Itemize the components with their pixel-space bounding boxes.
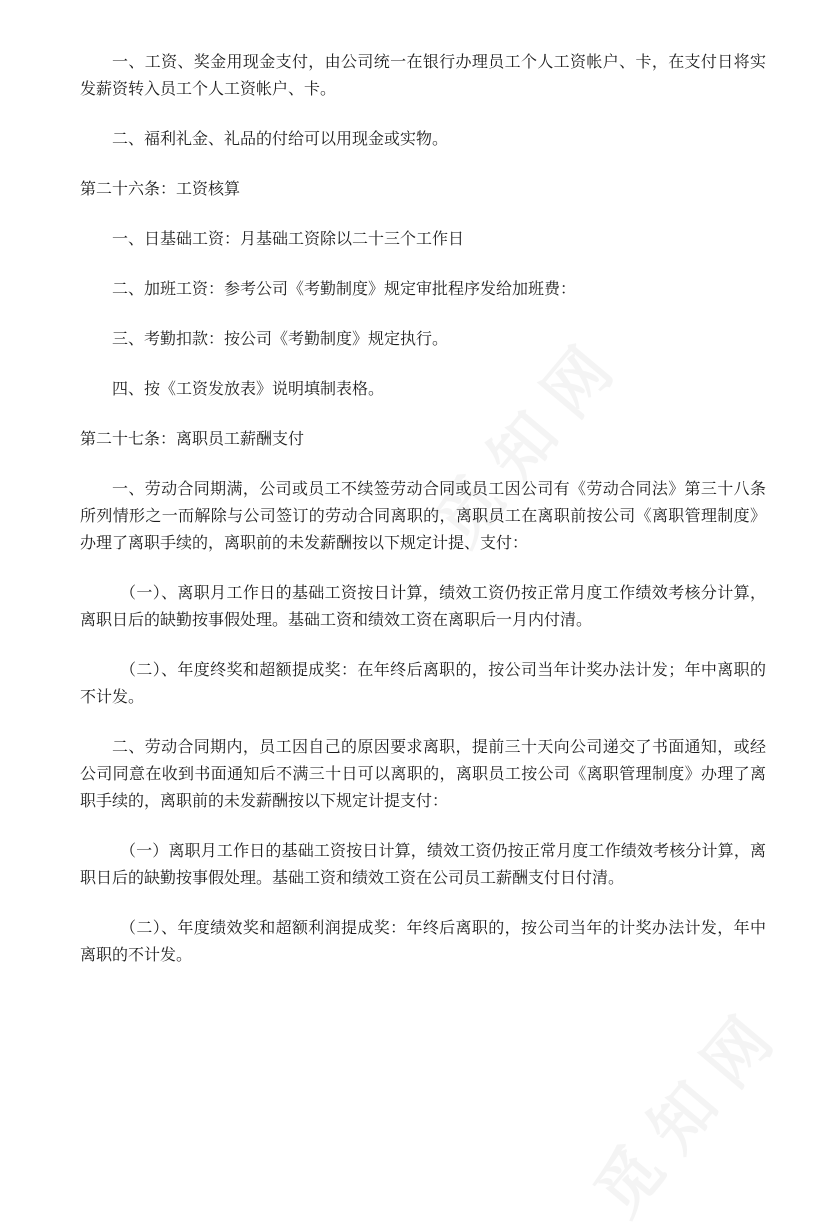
paragraph: 三、考勤扣款：按公司《考勤制度》规定执行。 bbox=[112, 329, 449, 348]
paragraph: 一、劳动合同期满，公司或员工不续签劳动合同或员工因公司有《劳动合同法》第三十八条所列情形之一而解除与公司签订的劳动合同离职的，离职员工在离职前按公司《离职管理制度》办理了离职手续的，离职前的未发薪酬按以下规定计提、支付： bbox=[80, 479, 766, 552]
paragraph: 二、劳动合同期内，员工因自己的原因要求离职，提前三十天向公司递交了书面通知，或经公司同意在收到书面通知后不满三十日可以离职的，离职员工按公司《离职管理制度》办理了离职手续的，离职前的未发薪酬按以下规定计提支付： bbox=[80, 737, 766, 810]
document-body bbox=[80, 48, 766, 991]
watermark bbox=[570, 980, 802, 1232]
paragraph: 四、按《工资发放表》说明填制表格。 bbox=[112, 379, 385, 398]
paragraph: （一）离职月工作日的基础工资按日计算，绩效工资仍按正常月度工作绩效考核分计算，离职日后的缺勤按事假处理。基础工资和绩效工资在公司员工薪酬支付日付清。 bbox=[80, 841, 766, 887]
paragraph: 一、日基础工资：月基础工资除以二十三个工作日 bbox=[112, 229, 465, 248]
paragraph: （二）、年度终奖和超额提成奖：在年终后离职的，按公司当年计奖办法计发；年中离职的不计发。 bbox=[80, 660, 766, 706]
paragraph: 一、工资、奖金用现金支付，由公司统一在银行办理员工个人工资帐户、卡，在支付日将实发薪资转入员工个人工资帐户、卡。 bbox=[80, 52, 766, 98]
paragraph: 二、福利礼金、礼品的付给可以用现金或实物。 bbox=[112, 129, 449, 148]
article-heading: 第二十六条：工资核算 bbox=[80, 179, 241, 198]
paragraph: （一）、离职月工作日的基础工资按日计算，绩效工资仍按正常月度工作绩效考核分计算，离职日后的缺勤按事假处理。基础工资和绩效工资在离职后一月内付清。 bbox=[80, 583, 766, 629]
article-heading: 第二十七条：离职员工薪酬支付 bbox=[80, 429, 305, 448]
paragraph: （二）、年度绩效奖和超额利润提成奖：年终后离职的，按公司当年的计奖办法计发，年中离职的不计发。 bbox=[80, 918, 766, 964]
paragraph: 二、加班工资：参考公司《考勤制度》规定审批程序发给加班费： bbox=[112, 279, 577, 298]
